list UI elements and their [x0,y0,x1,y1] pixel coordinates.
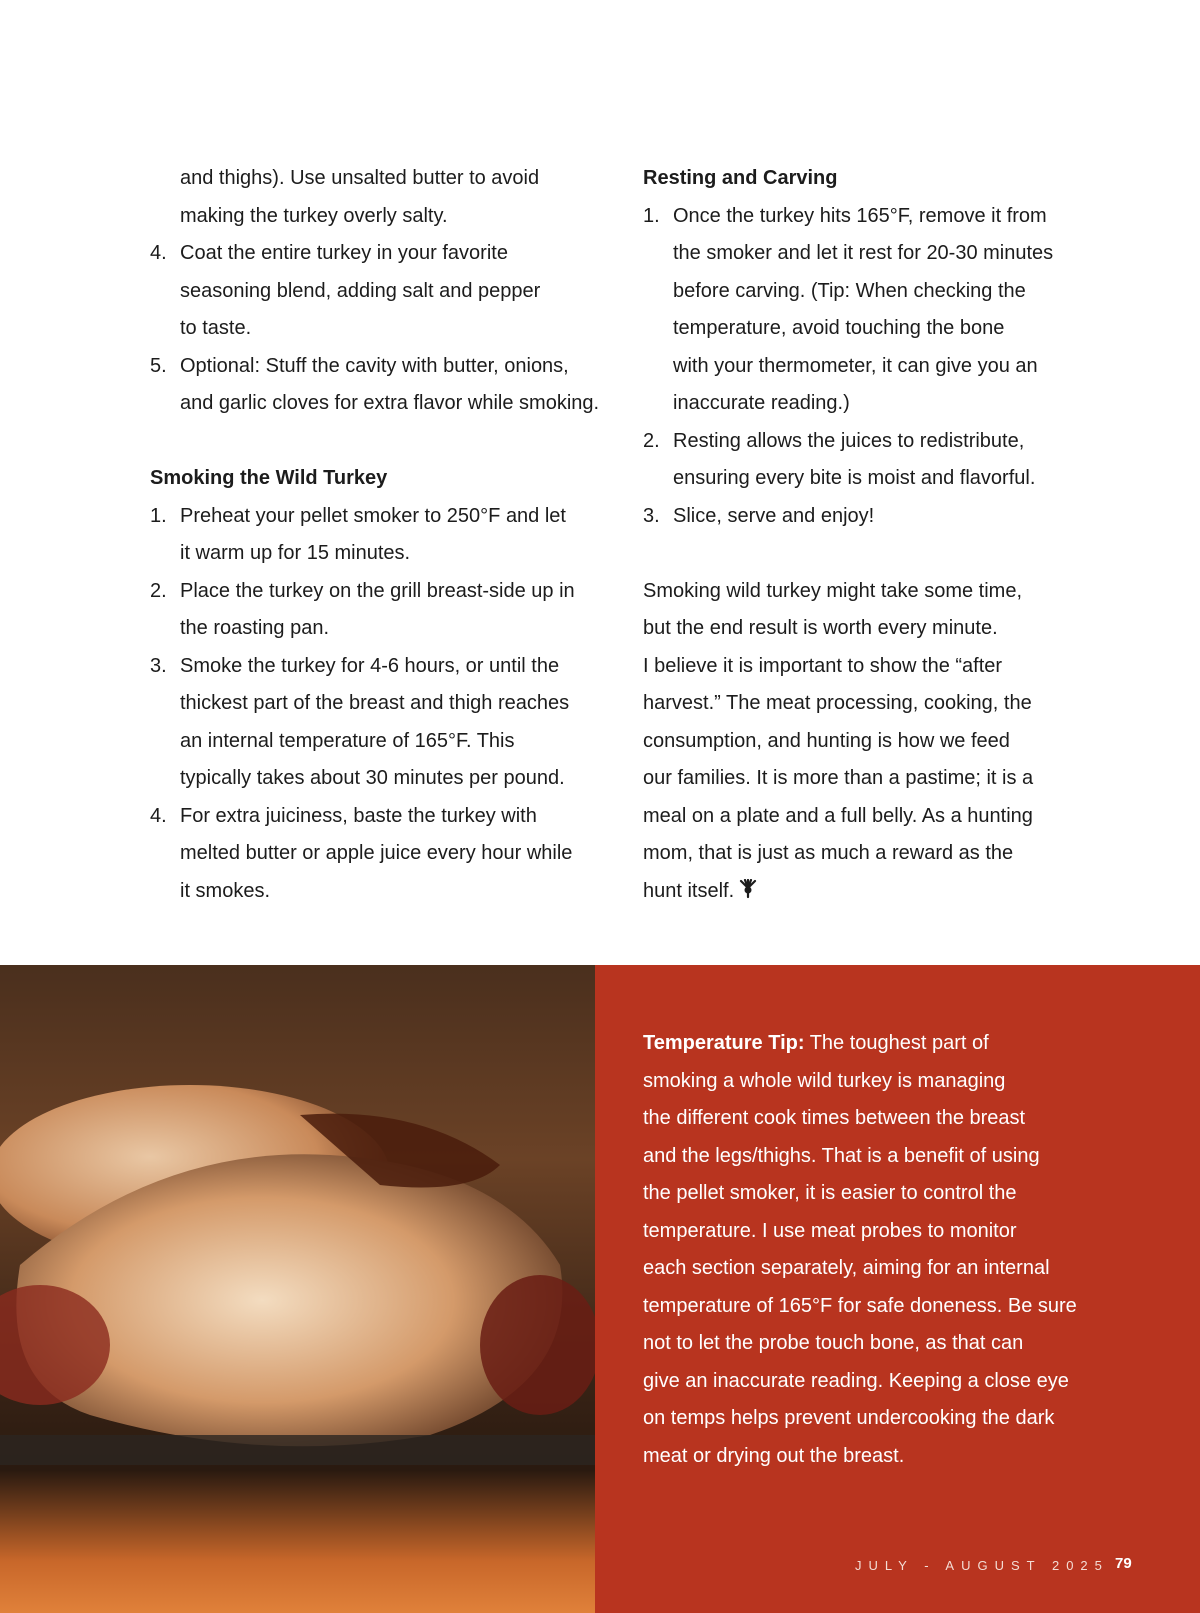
text-line: meat or drying out the breast. [643,1444,905,1467]
text-line: an internal temperature of 165°F. This [180,729,515,752]
section-heading-resting: Resting and Carving [643,167,838,189]
list-number: 3. [643,504,660,527]
text-line: give an inaccurate reading. Keeping a close eye [643,1369,1069,1392]
list-item [150,498,600,573]
text-line: Optional: Stuff the cavity with butter, onions, [180,354,569,377]
resting-steps-list [643,198,1083,536]
list-number: 5. [150,354,167,377]
text-line: and garlic cloves for extra flavor while smoking. [180,392,600,414]
list-item [643,498,1083,536]
text-line: not to let the probe touch bone, as that can [643,1332,1024,1354]
text-line: our families. It is more than a pastime; it is a [643,767,1034,789]
closing-paragraph [643,573,1083,913]
text-line: Smoke the turkey for 4-6 hours, or until the [180,654,560,677]
section-heading-smoking: Smoking the Wild Turkey [150,467,388,489]
issue-date: JULY - AUGUST 2025 [855,1558,1109,1573]
list-number: 2. [643,429,660,452]
text-span: The toughest part of [804,1032,989,1054]
text-line: before carving. (Tip: When checking the [673,279,1026,302]
page-number: 79 [1115,1555,1132,1572]
smoked-turkey-photo [0,965,595,1613]
text-line: it smokes. [180,879,271,902]
text-line: the roasting pan. [180,617,329,639]
text-line: temperature. I use meat probes to monitor [643,1219,1017,1242]
text-line: Resting allows the juices to redistribute, [673,429,1025,452]
list-number: 4. [150,804,167,827]
right-column [643,160,1083,912]
text-line: to taste. [180,317,252,339]
text-line: For extra juiciness, baste the turkey with [180,804,537,827]
text-line: Preheat your pellet smoker to 250°F and let [180,504,566,527]
text-line: ensuring every bite is moist and flavorful. [673,467,1036,489]
text-line: but the end result is worth every minute. [643,617,998,639]
left-column [150,160,600,910]
text-span: hunt itself. [643,879,735,902]
prep-steps-list [150,235,600,423]
text-line: on temps helps prevent undercooking the dark [643,1407,1055,1429]
text-line: Slice, serve and enjoy! [673,504,875,527]
list-number: 1. [150,504,167,527]
list-item [150,648,600,798]
text-line: making the turkey overly salty. [180,204,448,227]
list-item [643,198,1083,423]
text-line: seasoning blend, adding salt and pepper [180,279,541,302]
text-line: the different cook times between the breast [643,1107,1026,1129]
tip-text [643,1025,1113,1475]
text-line: consumption, and hunting is how we feed [643,729,1010,752]
text-line: the pellet smoker, it is easier to control the [643,1182,1017,1204]
text-line: each section separately, aiming for an internal [643,1257,1050,1279]
text-line: meal on a plate and a full belly. As a hunting [643,804,1033,827]
text-line: inaccurate reading.) [673,392,850,414]
text-line: Smoking wild turkey might take some time, [643,579,1023,602]
tip-label: Temperature Tip: [643,1032,805,1054]
list-number: 1. [643,204,660,227]
text-line [643,1025,1113,1063]
text-line: Place the turkey on the grill breast-side up in [180,579,575,602]
list-number: 3. [150,654,167,677]
list-item [150,235,600,348]
text-line [643,873,1083,913]
list-item [150,573,600,648]
text-line: smoking a whole wild turkey is managing [643,1069,1006,1092]
list-item [150,798,600,911]
smoking-steps-list [150,498,600,911]
text-line: and thighs). Use unsalted butter to avoid [180,167,540,189]
text-line: temperature, avoid touching the bone [673,317,1005,339]
text-line: I believe it is important to show the “after [643,654,1003,677]
text-line: Once the turkey hits 165°F, remove it from [673,204,1047,227]
text-line: with your thermometer, it can give you an [673,354,1038,377]
turkey-emblem-icon [738,875,758,913]
list-item [643,423,1083,498]
text-line: harvest.” The meat processing, cooking, the [643,692,1032,714]
text-line: melted butter or apple juice every hour while [180,842,573,864]
text-line: typically takes about 30 minutes per pound. [180,767,565,789]
text-line: and the legs/thighs. That is a benefit of using [643,1144,1040,1167]
text-line: it warm up for 15 minutes. [180,542,411,564]
text-line: the smoker and let it rest for 20-30 minutes [673,242,1054,264]
list-number: 4. [150,242,167,264]
intro-continuation [150,160,600,235]
list-item [150,348,600,423]
list-number: 2. [150,579,167,602]
text-line: temperature of 165°F for safe doneness. Be sure [643,1294,1077,1317]
text-line: mom, that is just as much a reward as the [643,842,1014,864]
temperature-tip-box [595,965,1200,1613]
text-line: Coat the entire turkey in your favorite [180,242,508,264]
text-line: thickest part of the breast and thigh reaches [180,692,570,714]
